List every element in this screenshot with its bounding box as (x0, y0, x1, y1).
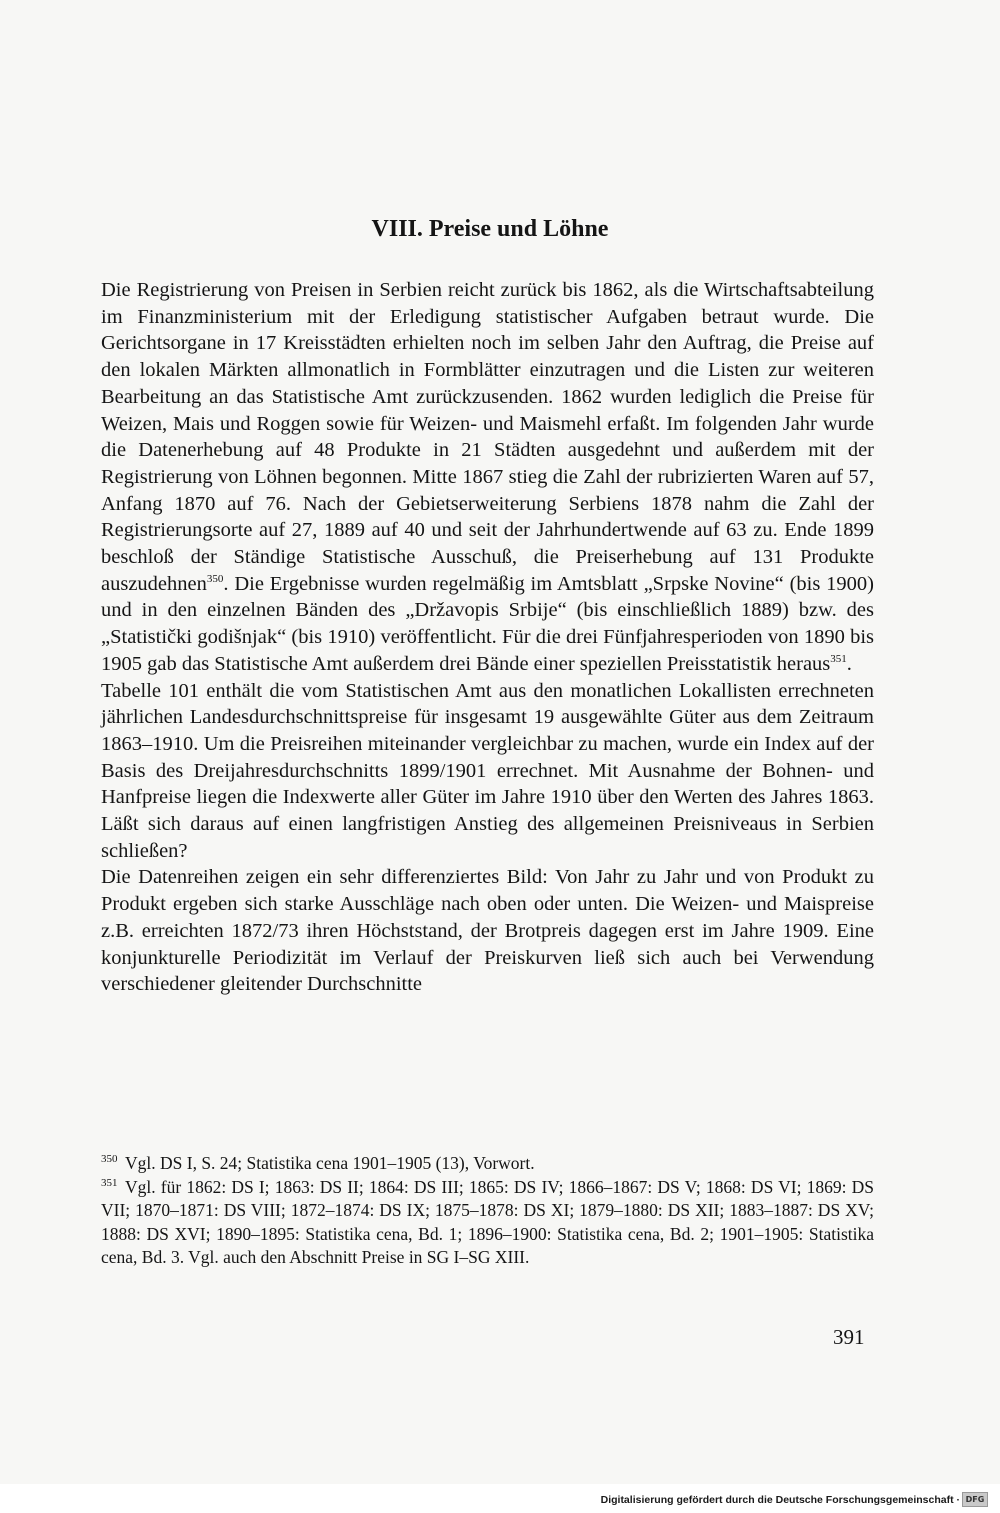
paragraph: Die Registrierung von Preisen in Serbien reicht zurück bis 1862, als die Wirtschaftsabteilung im Finanzministerium mit der Erledigung statistischer Aufgaben betraut wurde. Die Gerichtsorgane in 17 Kreisstädten erhielten noch im selben Jahr den Auftrag, die Preise auf den lokalen Märkten allmonatlich in Formblätter einzutragen und die Listen zur weiteren Bearbeitung an das Statistische Amt zurückzusenden. 1862 wurden lediglich die Preise für Weizen, Mais und Roggen sowie für Weizen- und Maismehl erfaßt. Im folgenden Jahr wurde die Datenerhebung auf 48 Produkte in 21 Städten ausgedehnt und außerdem mit der Registrierung von Löhnen begonnen. Mitte 1867 stieg die Zahl der rubrizierten Waren auf 57, Anfang 1870 auf 76. Nach der Gebietserweiterung Serbiens 1878 nahm die Zahl der Registrierungsorte auf 27, 1889 auf 40 und seit der Jahrhundertwende auf 63 zu. Ende 1899 beschloß der Ständige Statistische Ausschuß, die Preiserhebung auf 131 Produkte auszudehnen$^{350}$. Die Ergebnisse wurden regelmäßig im Amtsblatt „Srpske Novine“ (bis 1900) und in den einzelnen Bänden des „Državopis Srbije“ (bis einschließlich 1889) bzw. des „Statistički godišnjak“ (bis 1910) veröffentlicht. Für die drei Fünfjahresperioden von 1890 bis 1905 gab das Statistische Amt außerdem drei Bände einer speziellen Preisstatistik heraus$^{351}$. (101, 279, 874, 675)
bleed-through-header (420, 95, 620, 123)
page-number: 391 (833, 1325, 865, 1349)
footnote-text: Vgl. für 1862: DS I; 1863: DS II; 1864: DS III; 1865: DS IV; 1866–1867: DS V; 1868: DS VI; 1869: DS VII; 1870–1871: DS VIII; 1872–1874: DS IX; 1875–1878: DS XI; 1879–1880: DS XII; 1883–1887: DS XV; 1888: DS XVI; 1890–1895: Statistika cena, Bd. 1; 1896–1900: Statistika cena, Bd. 2; 1901–1905: Statistika cena, Bd. 3. Vgl. auch den Abschnitt Preise in SG I–SG XIII. (101, 1176, 874, 1268)
chapter-title: VIII. Preise und Löhne (371, 216, 609, 243)
paragraph: Die Datenreihen zeigen ein sehr differenziertes Bild: Von Jahr zu Jahr und von Produkt zu Produkt ergeben sich starke Ausschläge nach oben oder unten. Die Weizen- und Maispreise z.B. erreichten 1872/73 ihren Höchststand, der Brotpreis dagegen erst im Jahre 1909. Eine konjunkturelle Periodizität im Verlauf der Preiskurven ließ sich auch bei Verwendung verschiedener gleitender Durchschnitte (101, 866, 874, 996)
paragraph: Tabelle 101 enthält die vom Statistischen Amt aus den monatlichen Lokallisten errechneten jährlichen Landesdurchschnittspreise für insgesamt 19 ausgewählte Güter aus dem Zeitraum 1863–1910. Um die Preisreihen miteinander vergleichbar zu machen, wurde ein Index auf der Basis des Dreijahresdurchschnitts 1899/1901 errechnet. Mit Ausnahme der Bohnen- und Hanfpreise liegen die Indexwerte aller Güter im Jahre 1910 über den Werten des Jahres 1863. Läßt sich daraus auf einen langfristigen Anstieg des allgemeinen Preisniveaus in Serbien schließen? (101, 679, 874, 862)
dfg-logo-icon: DFG (962, 1492, 988, 1507)
footnote: 350 Vgl. DS I, S. 24; Statistika cena 1901–1905 (13), Vorwort. (101, 1153, 535, 1173)
footnote-ref[interactable]: 350 (206, 572, 224, 585)
bleed-through-text (95, 150, 875, 178)
footnote-text: Vgl. DS I, S. 24; Statistika cena 1901–1905 (13), Vorwort. (125, 1153, 535, 1173)
body-text (101, 277, 874, 998)
footnotes (101, 1152, 874, 1270)
digitization-credit: Digitalisierung gefördert durch die Deutsche Forschungsgemeinschaft · (600, 1494, 960, 1506)
footnote-ref[interactable]: 351 (830, 653, 847, 666)
footnote: 351 Vgl. für 1862: DS I; 1863: DS II; 1864: DS III; 1865: DS IV; 1866–1867: DS V; 1868: DS VI; 1869: DS VII; 1870–1871: DS VIII; 1872–1874: DS IX; 1875–1878: DS XI; 1879–1880: DS XII; 1883–1887: DS XV; 1888: DS XVI; 1890–1895: Statistika cena, Bd. 1; 1896–1900: Statistika cena, Bd. 2; 1901–1905: Statistika cena, Bd. 3. Vgl. auch den Abschnitt Preise in SG I–SG XIII. (101, 1176, 874, 1268)
